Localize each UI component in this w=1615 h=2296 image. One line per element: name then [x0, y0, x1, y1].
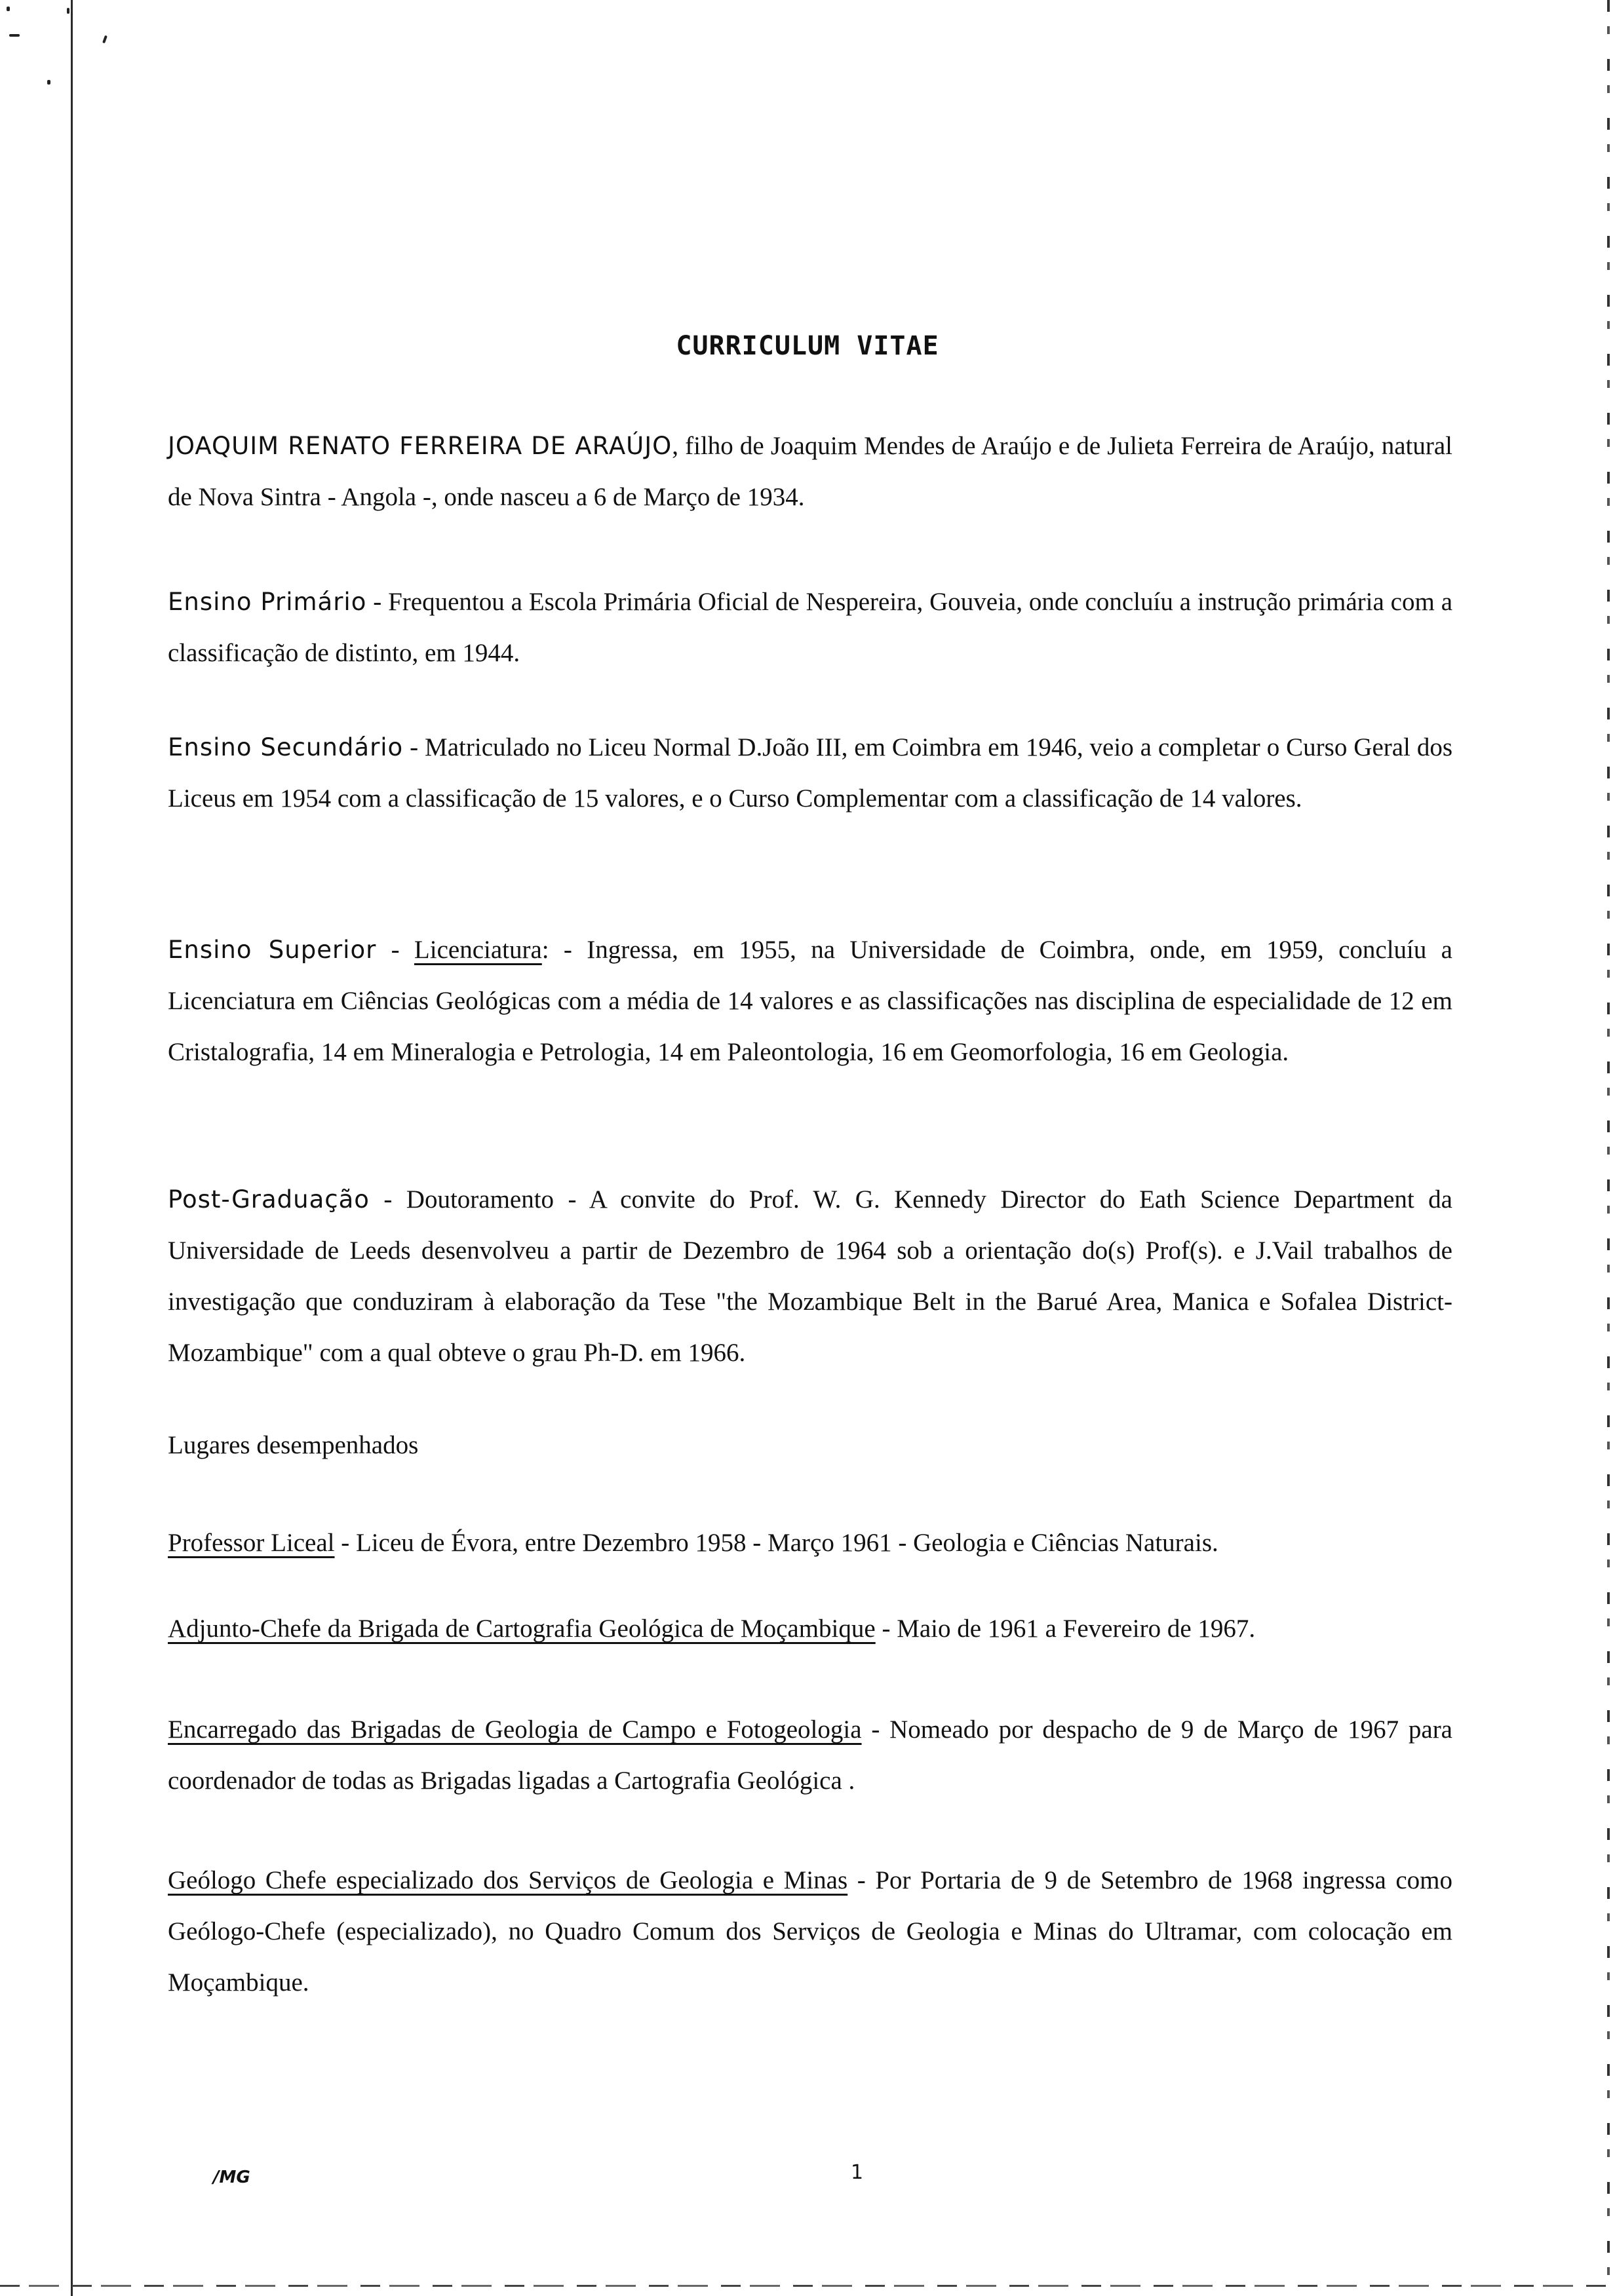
person-name: JOAQUIM RENATO FERREIRA DE ARAÚJO [168, 432, 672, 460]
position-item [168, 1855, 1452, 2008]
ensino-primario-label: Ensino Primário [168, 588, 367, 616]
footer-initials: /MG [213, 2168, 250, 2187]
scan-specks [7, 7, 125, 98]
post-graduacao-label: Post-Graduação [168, 1185, 370, 1214]
ensino-superior-paragraph [168, 925, 1452, 1078]
ensino-secundario-text: - Matriculado no Liceu Normal D.João III, em Coimbra em 1946, veio a completar o Curso Geral dos Liceus em 1954 com a classificação de 15 valores, e o Curso Complementar com a classificação de 14 valores. [168, 733, 1452, 813]
post-graduacao-text: - Doutoramento - A convite do Prof. W. G. Kennedy Director do Eath Science Department da Universidade de Leeds desenvolveu a partir de Dezembro de 1964 sob a orientação do(s) Prof(s). e J.Vail trabalhos de investigação que conduziram à elaboração da Tese "the Mozambique Belt in the Barué Area, Manica e Sofalea District-Mozambique" com a qual obteve o grau Ph-D. em 1966. [168, 1185, 1452, 1367]
position-item [168, 1704, 1452, 1807]
post-graduacao-paragraph [168, 1174, 1452, 1379]
position-title: Professor Liceal [168, 1529, 335, 1557]
position-text: - Nomeado por despacho de 9 de Março de 1967 para coordenador de todas as Brigadas ligadas a Cartografia Geológica . [168, 1715, 1452, 1795]
page-title: CURRICULUM VITAE [676, 331, 939, 361]
lugares-heading: Lugares desempenhados [168, 1431, 419, 1459]
intro-text: , filho de Joaquim Mendes de Araújo e de Julieta Ferreira de Araújo, natural de Nova Sintra - Angola -, onde nasceu a 6 de Março de 1934. [168, 432, 1452, 511]
position-item [168, 1603, 1452, 1655]
ensino-superior-text: : - Ingressa, em 1955, na Universidade de Coimbra, onde, em 1959, concluíu a Licenciatura em Ciências Geológicas com a média de 14 valores e as classificações nas disciplina de especialidade de 12 em Cristalografia, 14 em Mineralogia e Petrologia, 14 em Paleontologia, 16 em Geomorfologia, 16 em Geologia. [168, 936, 1452, 1066]
ensino-primario-paragraph [168, 577, 1452, 679]
ensino-secundario-label: Ensino Secundário [168, 733, 404, 761]
position-text: - Por Portaria de 9 de Setembro de 1968 ingressa como Geólogo-Chefe (especializado), no Quadro Comum dos Serviços de Geologia e Minas do Ultramar, com colocação em Moçambique. [168, 1866, 1452, 1997]
ensino-primario-text: - Frequentou a Escola Primária Oficial de Nespereira, Gouveia, onde concluíu a instrução primária com a classificação de distinto, em 1944. [168, 588, 1453, 667]
position-text: - Liceu de Évora, entre Dezembro 1958 - Março 1961 - Geologia e Ciências Naturais. [334, 1529, 1218, 1557]
ensino-superior-label: Ensino Superior [168, 936, 377, 964]
position-title: Encarregado das Brigadas de Geologia de Campo e Fotogeologia [168, 1715, 862, 1744]
licenciatura-sublabel: Licenciatura [414, 936, 542, 964]
ensino-superior-sep: - [376, 936, 414, 964]
page-number: 1 [851, 2161, 864, 2184]
intro-paragraph [168, 421, 1452, 523]
position-text: - Maio de 1961 a Fevereiro de 1967. [875, 1615, 1256, 1643]
scan-bottom-edge [0, 2285, 1615, 2287]
position-title: Adjunto-Chefe da Brigada de Cartografia Geológica de Moçambique [168, 1615, 876, 1643]
position-item [168, 1518, 1452, 1569]
ensino-secundario-paragraph [168, 722, 1452, 824]
position-title: Geólogo Chefe especializado dos Serviços de Geologia e Minas [168, 1866, 848, 1894]
